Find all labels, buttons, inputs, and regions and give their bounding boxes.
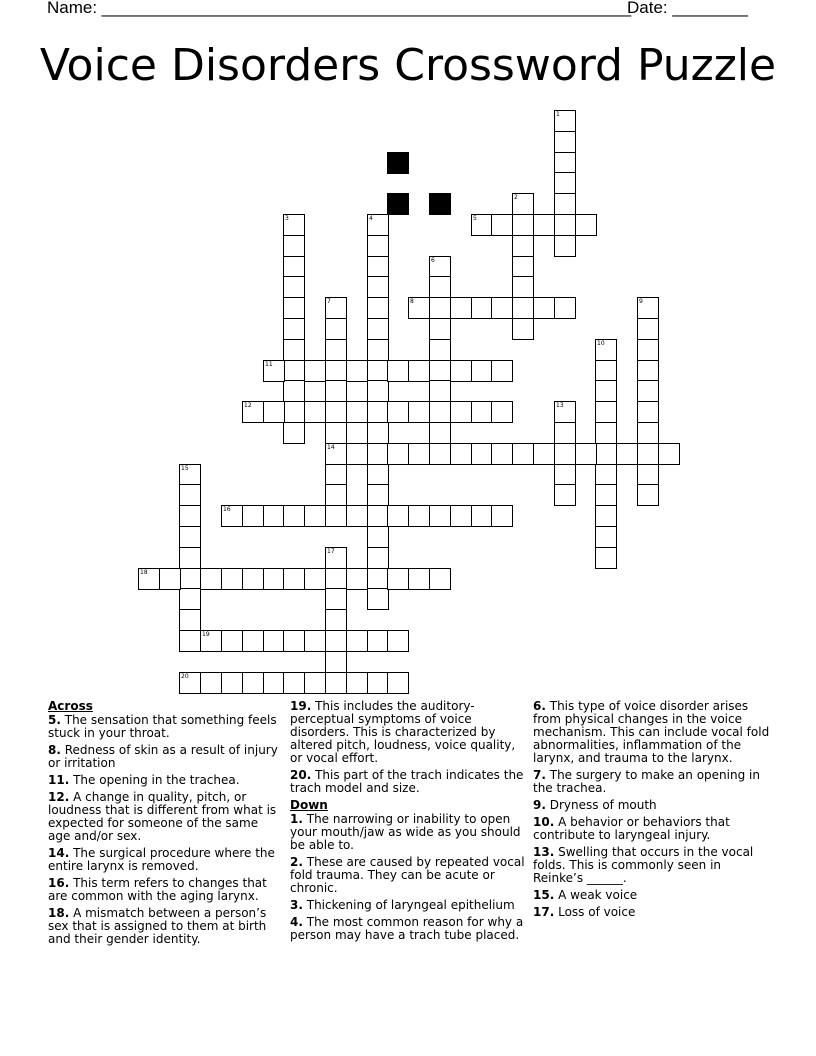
grid-cell[interactable] <box>346 568 368 590</box>
grid-cell[interactable] <box>283 318 305 340</box>
clue-text: This includes the auditory-perceptual symptoms of voice disorders. This is characterized by altered pitch, loudness, voice quality, or vocal effort. <box>290 699 516 765</box>
grid-cell[interactable] <box>179 505 201 527</box>
grid-cell[interactable] <box>221 568 243 590</box>
grid-cell[interactable] <box>242 401 264 423</box>
grid-cell[interactable] <box>283 214 305 236</box>
grid-cell[interactable] <box>408 401 430 423</box>
grid-cell[interactable] <box>283 360 305 382</box>
grid-cell[interactable] <box>367 547 389 569</box>
grid-cell[interactable] <box>387 443 409 465</box>
grid-cell[interactable] <box>367 568 389 590</box>
grid-cell[interactable] <box>346 401 368 423</box>
across-heading: Across <box>48 699 93 713</box>
clue-down-13 <box>533 846 773 885</box>
grid-cell[interactable] <box>512 193 534 215</box>
grid-cell[interactable] <box>346 672 368 694</box>
grid-cell[interactable] <box>325 505 347 527</box>
grid-cell[interactable] <box>179 672 201 694</box>
grid-cell[interactable] <box>179 547 201 569</box>
grid-cell[interactable] <box>304 568 326 590</box>
grid-cell[interactable] <box>325 297 347 319</box>
grid-cell[interactable] <box>491 297 513 319</box>
clue-number: 11. <box>48 773 70 787</box>
grid-cell[interactable] <box>367 464 389 486</box>
grid-cell[interactable] <box>595 401 617 423</box>
clue-across-12 <box>48 791 280 843</box>
grid-cell[interactable] <box>408 360 430 382</box>
grid-cell[interactable] <box>616 443 638 465</box>
clue-number-label: 18 <box>140 569 148 576</box>
clue-text: Thickening of laryngeal epithelium <box>306 898 515 912</box>
grid-cell[interactable] <box>408 568 430 590</box>
clue-text: This type of voice disorder arises from physical changes in the voice mechanism. This can include vocal fold abnormalities, inflammation of the larynx, and trauma to the larynx. <box>533 699 770 765</box>
grid-cell[interactable] <box>304 630 326 652</box>
clue-number: 1. <box>290 812 303 826</box>
grid-cell[interactable] <box>554 193 576 215</box>
clue-across-20 <box>290 769 526 795</box>
grid-cell[interactable] <box>554 401 576 423</box>
clue-number: 8. <box>48 743 61 757</box>
grid-cell[interactable] <box>325 401 347 423</box>
grid-cell[interactable] <box>367 401 389 423</box>
grid-cell[interactable] <box>367 276 389 298</box>
clue-text: This part of the trach indicates the trach model and size. <box>290 768 524 795</box>
clue-number-label: 4 <box>369 215 373 222</box>
clue-number-label: 15 <box>181 465 189 472</box>
grid-cell[interactable] <box>367 318 389 340</box>
clue-number-label: 3 <box>285 215 289 222</box>
grid-cell[interactable] <box>575 443 597 465</box>
clue-down-3 <box>290 899 526 912</box>
clue-number-label: 19 <box>202 631 210 638</box>
grid-cell[interactable] <box>304 401 326 423</box>
grid-cell[interactable] <box>346 505 368 527</box>
grid-cell[interactable] <box>283 401 305 423</box>
clue-number-label: 11 <box>265 361 273 368</box>
grid-cell[interactable] <box>637 484 659 506</box>
clue-number-label: 6 <box>431 257 435 264</box>
grid-cell[interactable] <box>325 484 347 506</box>
grid-cell[interactable] <box>179 630 201 652</box>
grid-cell[interactable] <box>325 588 347 610</box>
name-field-label: Name: ________________________________________________________ <box>47 0 632 17</box>
grid-cell[interactable] <box>429 568 451 590</box>
clue-number: 15. <box>533 888 555 902</box>
clue-number: 5. <box>48 713 61 727</box>
clue-text: This term refers to changes that are common with the aging larynx. <box>48 876 267 903</box>
grid-cell[interactable] <box>367 214 389 236</box>
date-field-label: Date: ________ <box>627 0 748 17</box>
grid-cell[interactable] <box>512 297 534 319</box>
clue-number: 2. <box>290 855 303 869</box>
clue-number: 6. <box>533 699 546 713</box>
grid-cell[interactable] <box>512 276 534 298</box>
grid-cell[interactable] <box>325 443 347 465</box>
clue-number-label: 13 <box>556 402 564 409</box>
grid-cell[interactable] <box>179 588 201 610</box>
grid-cell[interactable] <box>367 672 389 694</box>
clue-text: The sensation that something feels stuck in your throat. <box>48 713 277 740</box>
grid-cell[interactable] <box>637 422 659 444</box>
clue-number-label: 17 <box>327 548 335 555</box>
clue-text: Dryness of mouth <box>549 798 657 812</box>
grid-cell[interactable] <box>387 568 409 590</box>
grid-cell[interactable] <box>450 505 472 527</box>
grid-cell[interactable] <box>450 297 472 319</box>
grid-cell[interactable] <box>325 568 347 590</box>
grid-cell[interactable] <box>408 505 430 527</box>
grid-cell[interactable] <box>533 214 555 236</box>
grid-cell[interactable] <box>387 401 409 423</box>
grid-cell[interactable] <box>387 505 409 527</box>
grid-cell[interactable] <box>595 443 617 465</box>
grid-cell[interactable] <box>242 505 264 527</box>
grid-cell[interactable] <box>325 651 347 673</box>
grid-cell[interactable] <box>200 672 222 694</box>
clue-number: 7. <box>533 768 546 782</box>
clue-number: 18. <box>48 906 70 920</box>
grid-cell[interactable] <box>283 276 305 298</box>
grid-cell[interactable] <box>533 443 555 465</box>
grid-cell[interactable] <box>637 401 659 423</box>
grid-cell[interactable] <box>429 401 451 423</box>
grid-cell[interactable] <box>367 256 389 278</box>
grid-cell[interactable] <box>637 464 659 486</box>
clue-text: The opening in the trachea. <box>73 773 240 787</box>
clue-text: The surgery to make an opening in the trachea. <box>533 768 760 795</box>
grid-cell[interactable] <box>450 443 472 465</box>
clue-text: A weak voice <box>558 888 638 902</box>
grid-cell[interactable] <box>429 276 451 298</box>
clue-across-11 <box>48 774 280 787</box>
grid-cell[interactable] <box>491 401 513 423</box>
grid-cell[interactable] <box>554 464 576 486</box>
grid-cell[interactable] <box>554 214 576 236</box>
grid-cell[interactable] <box>346 360 368 382</box>
grid-cell[interactable] <box>325 339 347 361</box>
grid-cell[interactable] <box>471 214 493 236</box>
grid-cell[interactable] <box>325 422 347 444</box>
grid-cell[interactable] <box>429 297 451 319</box>
clue-down-7 <box>533 769 773 795</box>
clue-down-4 <box>290 916 526 942</box>
grid-cell[interactable] <box>179 464 201 486</box>
grid-cell[interactable] <box>491 214 513 236</box>
clue-number: 14. <box>48 846 70 860</box>
clue-number: 17. <box>533 905 555 919</box>
grid-cell[interactable] <box>367 235 389 257</box>
grid-cell[interactable] <box>200 568 222 590</box>
grid-cell[interactable] <box>283 297 305 319</box>
clue-number-label: 14 <box>327 444 335 451</box>
grid-block <box>387 152 409 174</box>
grid-cell[interactable] <box>283 505 305 527</box>
grid-cell[interactable] <box>367 360 389 382</box>
grid-cell[interactable] <box>367 484 389 506</box>
grid-cell[interactable] <box>637 318 659 340</box>
grid-cell[interactable] <box>367 297 389 319</box>
clue-number: 3. <box>290 898 303 912</box>
grid-cell[interactable] <box>346 630 368 652</box>
clue-down-6 <box>533 700 773 765</box>
grid-cell[interactable] <box>283 672 305 694</box>
grid-cell[interactable] <box>263 505 285 527</box>
grid-cell[interactable] <box>491 505 513 527</box>
grid-cell[interactable] <box>595 526 617 548</box>
grid-cell[interactable] <box>242 672 264 694</box>
grid-cell[interactable] <box>637 443 659 465</box>
grid-cell[interactable] <box>325 547 347 569</box>
clue-number: 20. <box>290 768 312 782</box>
clue-text: A mismatch between a person’s sex that is assigned to them at birth and their gender identity. <box>48 906 267 946</box>
grid-cell[interactable] <box>367 339 389 361</box>
grid-cell[interactable] <box>367 526 389 548</box>
grid-cell[interactable] <box>637 380 659 402</box>
grid-cell[interactable] <box>221 630 243 652</box>
grid-cell[interactable] <box>554 152 576 174</box>
grid-cell[interactable] <box>595 339 617 361</box>
grid-cell[interactable] <box>200 630 222 652</box>
clue-down-2 <box>290 856 526 895</box>
clue-number-label: 2 <box>514 194 518 201</box>
grid-cell[interactable] <box>595 547 617 569</box>
clue-number: 12. <box>48 790 70 804</box>
clue-number: 19. <box>290 699 312 713</box>
grid-cell[interactable] <box>512 256 534 278</box>
grid-cell[interactable] <box>138 568 160 590</box>
clue-text: The surgical procedure where the entire larynx is removed. <box>48 846 275 873</box>
grid-cell[interactable] <box>595 505 617 527</box>
grid-cell[interactable] <box>471 297 493 319</box>
clue-across-16 <box>48 877 280 903</box>
grid-cell[interactable] <box>595 360 617 382</box>
grid-cell[interactable] <box>471 505 493 527</box>
clue-across-5 <box>48 714 280 740</box>
grid-cell[interactable] <box>491 443 513 465</box>
clue-text: Redness of skin as a result of injury or irritation <box>48 743 278 770</box>
clue-number-label: 8 <box>410 298 414 305</box>
clue-across-18 <box>48 907 280 946</box>
grid-cell[interactable] <box>512 235 534 257</box>
grid-cell[interactable] <box>387 630 409 652</box>
grid-cell[interactable] <box>283 630 305 652</box>
clue-column-3 <box>533 700 773 923</box>
grid-cell[interactable] <box>367 380 389 402</box>
clue-number-label: 5 <box>473 215 477 222</box>
grid-cell[interactable] <box>595 484 617 506</box>
clue-number: 16. <box>48 876 70 890</box>
grid-cell[interactable] <box>595 464 617 486</box>
grid-cell[interactable] <box>179 568 201 590</box>
clue-down-9 <box>533 799 773 812</box>
grid-cell[interactable] <box>283 422 305 444</box>
clue-down-17 <box>533 906 773 919</box>
grid-cell[interactable] <box>554 484 576 506</box>
grid-cell[interactable] <box>325 464 347 486</box>
grid-cell[interactable] <box>367 588 389 610</box>
clue-number: 10. <box>533 815 555 829</box>
down-heading: Down <box>290 798 328 812</box>
clue-down-15 <box>533 889 773 902</box>
grid-cell[interactable] <box>221 672 243 694</box>
clue-text: The narrowing or inability to open your mouth/jaw as wide as you should be able to. <box>290 812 521 852</box>
clue-column-1 <box>48 700 280 950</box>
grid-cell[interactable] <box>554 422 576 444</box>
clue-down-1 <box>290 813 526 852</box>
grid-cell[interactable] <box>429 318 451 340</box>
grid-cell[interactable] <box>575 214 597 236</box>
grid-cell[interactable] <box>263 630 285 652</box>
grid-cell[interactable] <box>637 360 659 382</box>
clue-number-label: 12 <box>244 402 252 409</box>
grid-cell[interactable] <box>471 360 493 382</box>
grid-cell[interactable] <box>325 380 347 402</box>
page-title: Voice Disorders Crossword Puzzle <box>39 40 777 91</box>
clue-number-label: 7 <box>327 298 331 305</box>
grid-cell[interactable] <box>367 443 389 465</box>
grid-cell[interactable] <box>179 484 201 506</box>
grid-cell[interactable] <box>242 630 264 652</box>
grid-cell[interactable] <box>450 401 472 423</box>
clue-text: These are caused by repeated vocal fold trauma. They can be acute or chronic. <box>290 855 525 895</box>
grid-cell[interactable] <box>554 172 576 194</box>
grid-cell[interactable] <box>429 443 451 465</box>
grid-cell[interactable] <box>408 297 430 319</box>
grid-cell[interactable] <box>471 401 493 423</box>
grid-cell[interactable] <box>595 380 617 402</box>
grid-cell[interactable] <box>283 339 305 361</box>
grid-cell[interactable] <box>367 505 389 527</box>
grid-cell[interactable] <box>387 360 409 382</box>
grid-cell[interactable] <box>429 505 451 527</box>
grid-cell[interactable] <box>325 630 347 652</box>
grid-cell[interactable] <box>429 380 451 402</box>
grid-cell[interactable] <box>263 360 285 382</box>
clue-across-19 <box>290 700 526 765</box>
grid-cell[interactable] <box>491 360 513 382</box>
grid-cell[interactable] <box>408 443 430 465</box>
grid-block <box>429 193 451 215</box>
grid-cell[interactable] <box>429 422 451 444</box>
clue-text: The most common reason for why a person may have a trach tube placed. <box>290 915 524 942</box>
grid-cell[interactable] <box>637 297 659 319</box>
clue-number-label: 9 <box>639 298 643 305</box>
grid-cell[interactable] <box>179 526 201 548</box>
grid-cell[interactable] <box>450 360 472 382</box>
grid-cell[interactable] <box>325 609 347 631</box>
grid-cell[interactable] <box>554 235 576 257</box>
clue-across-8 <box>48 744 280 770</box>
grid-cell[interactable] <box>263 401 285 423</box>
grid-cell[interactable] <box>554 110 576 132</box>
grid-cell[interactable] <box>283 568 305 590</box>
grid-cell[interactable] <box>429 256 451 278</box>
grid-cell[interactable] <box>429 360 451 382</box>
clue-number-label: 1 <box>556 111 560 118</box>
grid-cell[interactable] <box>387 672 409 694</box>
grid-cell[interactable] <box>554 131 576 153</box>
grid-cell[interactable] <box>325 360 347 382</box>
grid-cell[interactable] <box>242 568 264 590</box>
grid-cell[interactable] <box>304 505 326 527</box>
grid-cell[interactable] <box>595 422 617 444</box>
grid-cell[interactable] <box>533 297 555 319</box>
clue-across-14 <box>48 847 280 873</box>
clue-number-label: 20 <box>181 673 189 680</box>
grid-cell[interactable] <box>179 609 201 631</box>
grid-cell[interactable] <box>471 443 493 465</box>
grid-block <box>387 193 409 215</box>
grid-cell[interactable] <box>325 672 347 694</box>
clue-text: A change in quality, pitch, or loudness that is different from what is expected for someone of the same age and/or sex. <box>48 790 277 843</box>
grid-cell[interactable] <box>283 256 305 278</box>
grid-cell[interactable] <box>304 672 326 694</box>
grid-cell[interactable] <box>159 568 181 590</box>
grid-cell[interactable] <box>367 630 389 652</box>
clue-text: Loss of voice <box>558 905 636 919</box>
grid-cell[interactable] <box>367 422 389 444</box>
grid-cell[interactable] <box>512 214 534 236</box>
clue-number: 13. <box>533 845 555 859</box>
grid-cell[interactable] <box>637 339 659 361</box>
grid-cell[interactable] <box>263 672 285 694</box>
grid-cell[interactable] <box>554 443 576 465</box>
clue-number-label: 10 <box>597 340 605 347</box>
clue-text: Swelling that occurs in the vocal folds. This is commonly seen in Reinke’s ______. <box>533 845 754 885</box>
grid-cell[interactable] <box>283 380 305 402</box>
grid-cell[interactable] <box>325 318 347 340</box>
grid-cell[interactable] <box>221 505 243 527</box>
clue-number: 4. <box>290 915 303 929</box>
grid-cell[interactable] <box>346 443 368 465</box>
grid-cell[interactable] <box>512 318 534 340</box>
grid-cell[interactable] <box>263 568 285 590</box>
grid-cell[interactable] <box>429 339 451 361</box>
clue-text: A behavior or behaviors that contribute to laryngeal injury. <box>533 815 730 842</box>
grid-cell[interactable] <box>554 297 576 319</box>
grid-cell[interactable] <box>658 443 680 465</box>
clue-number: 9. <box>533 798 546 812</box>
clue-column-2 <box>290 700 526 946</box>
grid-cell[interactable] <box>283 235 305 257</box>
clue-down-10 <box>533 816 773 842</box>
clue-number-label: 16 <box>223 506 231 513</box>
grid-cell[interactable] <box>512 443 534 465</box>
grid-cell[interactable] <box>304 360 326 382</box>
